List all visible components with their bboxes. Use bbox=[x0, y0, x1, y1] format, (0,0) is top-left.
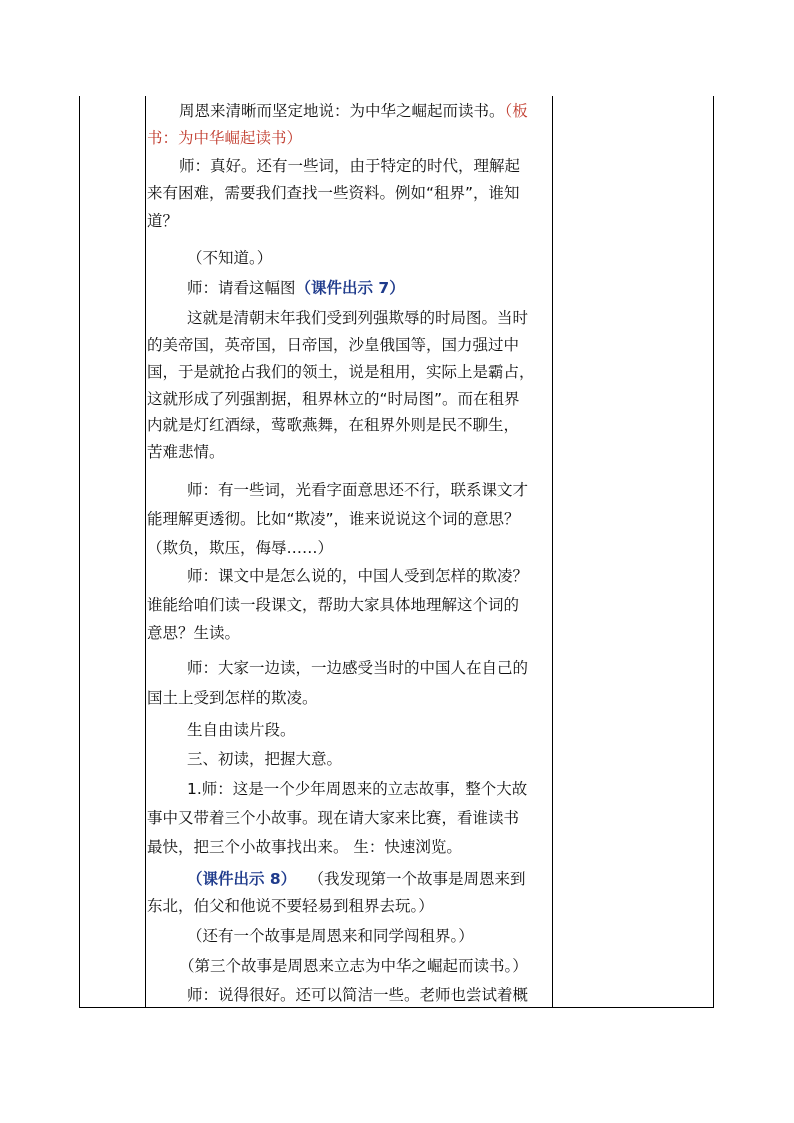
table-border-col2-right bbox=[552, 96, 553, 1008]
text-line: 师：有一些词，光看字面意思还不行，联系课文才 bbox=[187, 481, 529, 499]
text-span: （我发现第一个故事是周恩来到 bbox=[316, 870, 526, 888]
text-line: 苦难悲情。 bbox=[147, 443, 225, 461]
text-span: 师：请看这幅图 bbox=[187, 279, 296, 297]
blackboard-note: （板 bbox=[504, 102, 528, 120]
courseware-note: （课件出示 7） bbox=[295, 279, 405, 297]
text-line: 国，于是就抢占我们的领土，说是租用，实际上是霸占， bbox=[147, 363, 535, 381]
text-line: （第三个故事是周恩来立志为中华之崛起而读书。） bbox=[179, 957, 528, 975]
table-border-col2-left bbox=[145, 96, 146, 1008]
text-line: 国土上受到怎样的欺凌。 bbox=[147, 689, 318, 707]
lesson-text-cell bbox=[147, 96, 550, 1008]
text-line: 这就是清朝末年我们受到列强欺辱的时局图。当时 bbox=[187, 309, 529, 327]
text-line bbox=[179, 100, 528, 122]
courseware-note: （课件出示 8） bbox=[187, 870, 297, 888]
text-line: 1.师：这是一个少年周恩来的立志故事，整个大故 bbox=[187, 780, 528, 798]
text-line: （欺负，欺压，侮辱……） bbox=[147, 539, 334, 557]
text-line bbox=[187, 277, 405, 299]
text-line: 师：说得很好。还可以简洁一些。老师也尝试着概 bbox=[187, 986, 529, 1004]
text-line: （还有一个故事是周恩来和同学闯租界。） bbox=[187, 927, 474, 945]
text-line: 师：大家一边读，一边感受当时的中国人在自己的 bbox=[187, 659, 529, 677]
text-span: 周恩来清晰而坚定地说：为中华之崛起而读书。 bbox=[179, 102, 505, 120]
text-line: 这就形成了列强割据，租界林立的“时局图”。而在租界 bbox=[147, 390, 520, 408]
text-line bbox=[187, 868, 525, 890]
text-line: 师：课文中是怎么说的，中国人受到怎样的欺凌？ bbox=[187, 567, 529, 585]
text-line: （不知道。） bbox=[187, 249, 273, 267]
text-line: 生自由读片段。 bbox=[187, 721, 296, 739]
text-line: 最快，把三个小故事找出来。 生：快速浏览。 bbox=[147, 838, 462, 856]
table-border-left bbox=[79, 96, 80, 1008]
text-line: 能理解更透彻。比如“欺凌”，谁来说说这个词的意思？ bbox=[147, 510, 520, 528]
section-heading: 三、初读，把握大意。 bbox=[187, 750, 343, 768]
text-line: 内就是灯红酒绿，莺歌燕舞，在租界外则是民不聊生， bbox=[147, 416, 520, 434]
table-border-right bbox=[713, 96, 714, 1008]
text-line: 的美帝国，英帝国，日帝国，沙皇俄国等，国力强过中 bbox=[147, 336, 520, 354]
text-line: 师：真好。还有一些词，由于特定的时代，理解起 bbox=[179, 157, 521, 175]
text-line: 道？ bbox=[147, 212, 179, 230]
text-line: 东北，伯父和他说不要轻易到租界去玩。） bbox=[147, 897, 434, 915]
text-line: 来有困难，需要我们查找一些资料。例如“租界”，谁知 bbox=[147, 184, 520, 202]
text-line: 事中又带着三个小故事。现在请大家来比赛，看谁读书 bbox=[147, 809, 520, 827]
blackboard-note: 书：为中华崛起读书） bbox=[147, 129, 303, 147]
text-line: 谁能给咱们读一段课文，帮助大家具体地理解这个词的 bbox=[147, 596, 520, 614]
text-line: 意思？生读。 bbox=[147, 624, 241, 642]
